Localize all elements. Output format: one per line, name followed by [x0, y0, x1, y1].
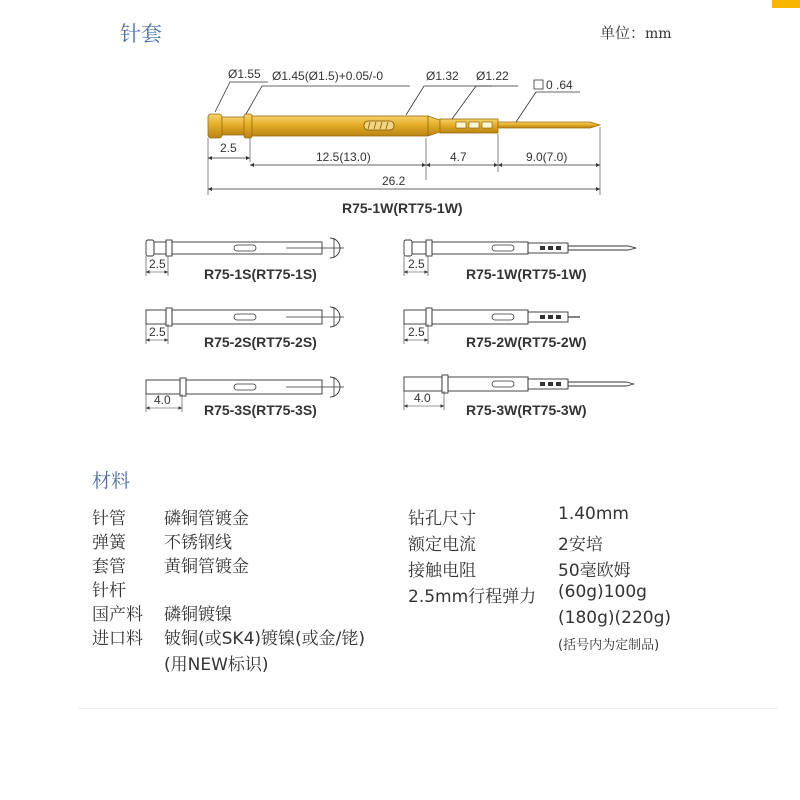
variant-w-2-dim: 2.5 — [408, 325, 425, 339]
spec-val-0: 1.40mm — [558, 504, 629, 524]
spec-key-2: 接触电阻 — [408, 561, 476, 581]
divider — [78, 708, 778, 709]
pin-head — [208, 114, 222, 138]
mat-val-1: 不锈钢线 — [164, 533, 232, 553]
variant-w-2-label: R75-2W(RT75-2W) — [466, 334, 587, 350]
mat-key-5: 进口料 — [92, 629, 143, 649]
mat-val-5: 铍铜(或SK4)镀镍(或金/铑) — [164, 629, 366, 649]
pin-plunger — [498, 122, 600, 128]
spec-note: (括号内为定制品) — [558, 638, 660, 653]
callout-dia-4: Ø1.22 — [476, 69, 509, 83]
pin-ring — [244, 114, 252, 138]
spec-key-1: 额定电流 — [408, 535, 476, 555]
variant-w-3-dim: 4.0 — [414, 391, 431, 405]
dim-4-7: 4.7 — [450, 150, 467, 164]
variant-s-3-dim: 4.0 — [154, 393, 171, 407]
mat-key-2: 套管 — [92, 557, 126, 577]
mat-val-4: 磷铜镀镍 — [164, 605, 232, 625]
materials-title: 材料 — [92, 470, 131, 492]
variant-w-1 — [404, 240, 636, 282]
main-pin — [208, 114, 600, 138]
unit-value: mm — [645, 26, 672, 42]
mat-key-3: 针杆 — [92, 581, 126, 601]
variant-s-1 — [146, 238, 344, 282]
variant-w-3 — [404, 375, 634, 418]
spec-val-3: (60g)100g — [558, 582, 647, 602]
page-title: 针套 — [120, 22, 162, 46]
dim-9-0: 9.0(7.0) — [526, 150, 568, 164]
variant-s-2 — [146, 307, 344, 350]
mat-val-2: 黄铜管镀金 — [164, 557, 249, 577]
mat-val-0: 磷铜管镀金 — [164, 509, 249, 529]
variant-w-1-label: R75-1W(RT75-1W) — [466, 266, 587, 282]
spec-val-1: 2安培 — [558, 535, 603, 555]
spec-val-4: (180g)(220g) — [558, 608, 672, 628]
variant-w-3-label: R75-3W(RT75-3W) — [466, 402, 587, 418]
spec-key-3: 2.5mm行程弹力 — [408, 587, 537, 607]
variant-s-2-label: R75-2S(RT75-2S) — [204, 334, 317, 350]
square-symbol — [534, 80, 543, 89]
variant-w-2 — [404, 308, 587, 350]
variant-s-1-label: R75-1S(RT75-1S) — [204, 266, 317, 282]
callout-dia-2: Ø1.45(Ø1.5)+0.05/-0 — [272, 69, 384, 83]
callout-dia-3: Ø1.32 — [426, 69, 459, 83]
dim-12-5: 12.5(13.0) — [316, 150, 371, 164]
callout-dia-1: Ø1.55 — [228, 67, 261, 81]
spec-key-0: 钻孔尺寸 — [408, 509, 476, 529]
mat-key-1: 弹簧 — [92, 533, 126, 553]
callout-square: 0 .64 — [546, 78, 573, 92]
mat-val-6: (用NEW标识) — [164, 655, 269, 675]
mat-key-0: 针管 — [92, 509, 126, 529]
variant-s-3 — [146, 377, 344, 418]
variant-w-1-dim: 2.5 — [408, 257, 425, 271]
dim-2-5: 2.5 — [220, 141, 237, 155]
unit-label-text: 单位： — [600, 24, 646, 42]
pin-taper — [428, 116, 440, 136]
main-pin-label: R75-1W(RT75-1W) — [342, 200, 463, 216]
dim-26-2: 26.2 — [382, 174, 406, 188]
pin-barrel — [252, 116, 428, 136]
variant-s-3-label: R75-3S(RT75-3S) — [204, 402, 317, 418]
variant-s-1-dim: 2.5 — [149, 257, 166, 271]
variant-s-2-dim: 2.5 — [149, 325, 166, 339]
mat-key-4: 国产料 — [92, 605, 143, 625]
spec-val-2: 50毫欧姆 — [558, 561, 631, 581]
